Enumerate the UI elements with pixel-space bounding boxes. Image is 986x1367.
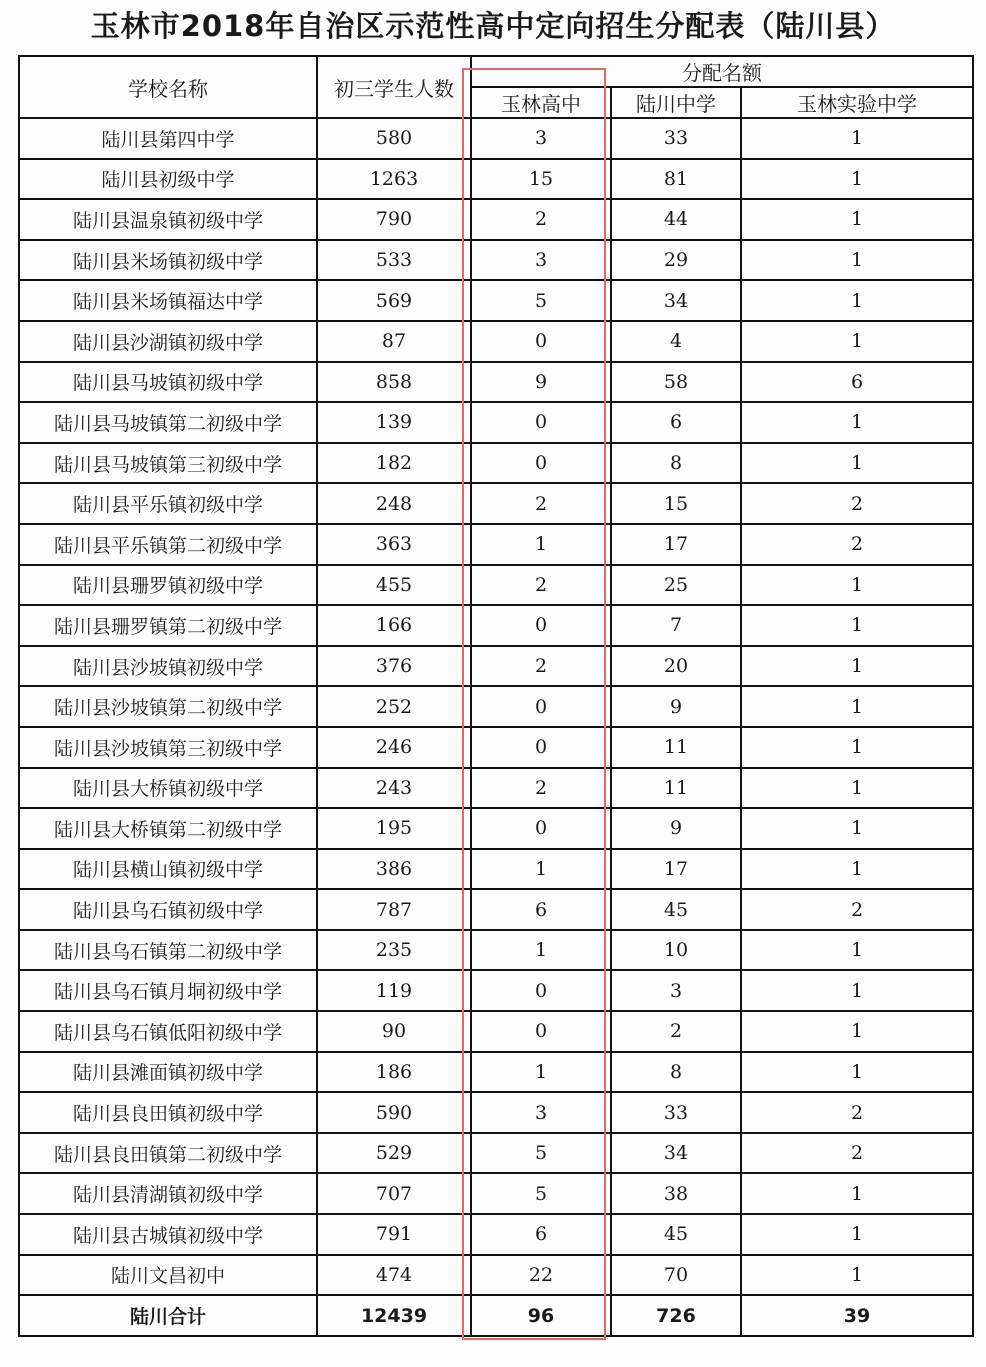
document-title: 玉林市2018年自治区示范性高中定向招生分配表（陆川县）: [90, 9, 896, 43]
students-cell: 139: [317, 402, 471, 443]
yulin-exp-cell: 1: [741, 1052, 973, 1093]
table-row: [19, 1214, 973, 1255]
table-row: [19, 1092, 973, 1133]
yulin-high-cell: 2: [471, 199, 611, 240]
students-cell: 590: [317, 1092, 471, 1133]
school-cell: 陆川县马坡镇第二初级中学: [19, 402, 317, 443]
table-row: [19, 1133, 973, 1174]
total-yulin-exp-cell: 39: [741, 1295, 973, 1336]
luchuan-high-cell: 10: [611, 930, 741, 971]
yulin-exp-cell: 2: [741, 1133, 973, 1174]
school-cell: 陆川县良田镇第二初级中学: [19, 1133, 317, 1174]
luchuan-high-cell: 45: [611, 1214, 741, 1255]
table-row: [19, 240, 973, 281]
luchuan-high-cell: 9: [611, 808, 741, 849]
luchuan-high-cell: 34: [611, 280, 741, 321]
yulin-high-cell: 0: [471, 727, 611, 768]
luchuan-high-cell: 17: [611, 524, 741, 565]
header-luchuan-high: 陆川中学: [611, 87, 741, 118]
luchuan-high-cell: 44: [611, 199, 741, 240]
header-yulin-exp: 玉林实验中学: [741, 87, 973, 118]
students-cell: 246: [317, 727, 471, 768]
yulin-high-cell: 6: [471, 889, 611, 930]
luchuan-high-cell: 45: [611, 889, 741, 930]
table-row: [19, 1173, 973, 1214]
yulin-high-cell: 2: [471, 483, 611, 524]
school-cell: 陆川县初级中学: [19, 159, 317, 200]
school-cell: 陆川县清湖镇初级中学: [19, 1173, 317, 1214]
header-allocation: 分配名额: [471, 56, 973, 87]
yulin-exp-cell: 1: [741, 605, 973, 646]
school-cell: 陆川县大桥镇初级中学: [19, 768, 317, 809]
table-row: [19, 768, 973, 809]
total-row: [19, 1295, 973, 1336]
yulin-exp-cell: 1: [741, 768, 973, 809]
header-school: 学校名称: [19, 56, 317, 118]
luchuan-high-cell: 33: [611, 118, 741, 159]
table-row: [19, 849, 973, 890]
luchuan-high-cell: 11: [611, 768, 741, 809]
yulin-exp-cell: 1: [741, 402, 973, 443]
yulin-high-cell: 0: [471, 1011, 611, 1052]
table-row: [19, 1052, 973, 1093]
students-cell: 186: [317, 1052, 471, 1093]
school-cell: 陆川县珊罗镇第二初级中学: [19, 605, 317, 646]
yulin-exp-cell: 1: [741, 808, 973, 849]
school-cell: 陆川文昌初中: [19, 1255, 317, 1296]
school-cell: 陆川县珊罗镇初级中学: [19, 565, 317, 606]
table-row: [19, 159, 973, 200]
students-cell: 243: [317, 768, 471, 809]
students-cell: 252: [317, 686, 471, 727]
luchuan-high-cell: 7: [611, 605, 741, 646]
luchuan-high-cell: 11: [611, 727, 741, 768]
luchuan-high-cell: 38: [611, 1173, 741, 1214]
school-cell: 陆川县平乐镇初级中学: [19, 483, 317, 524]
table-row: [19, 970, 973, 1011]
school-cell: 陆川县马坡镇第三初级中学: [19, 443, 317, 484]
students-cell: 787: [317, 889, 471, 930]
students-cell: 235: [317, 930, 471, 971]
yulin-high-cell: 0: [471, 605, 611, 646]
table-row: [19, 727, 973, 768]
table-row: [19, 483, 973, 524]
yulin-exp-cell: 2: [741, 1092, 973, 1133]
header-students: 初三学生人数: [317, 56, 471, 118]
luchuan-high-cell: 8: [611, 443, 741, 484]
yulin-high-cell: 3: [471, 118, 611, 159]
students-cell: 195: [317, 808, 471, 849]
yulin-high-cell: 1: [471, 1052, 611, 1093]
table-row: [19, 889, 973, 930]
total-school-cell: 陆川合计: [19, 1295, 317, 1336]
yulin-exp-cell: 2: [741, 524, 973, 565]
yulin-high-cell: 3: [471, 1092, 611, 1133]
yulin-exp-cell: 1: [741, 646, 973, 687]
school-cell: 陆川县沙坡镇初级中学: [19, 646, 317, 687]
yulin-high-cell: 9: [471, 362, 611, 403]
yulin-exp-cell: 2: [741, 889, 973, 930]
table-row: [19, 443, 973, 484]
students-cell: 119: [317, 970, 471, 1011]
students-cell: 182: [317, 443, 471, 484]
yulin-exp-cell: 1: [741, 118, 973, 159]
table-row: [19, 686, 973, 727]
yulin-high-cell: 2: [471, 646, 611, 687]
luchuan-high-cell: 81: [611, 159, 741, 200]
yulin-exp-cell: 1: [741, 930, 973, 971]
header-yulin-high: 玉林高中: [471, 87, 611, 118]
students-cell: 858: [317, 362, 471, 403]
students-cell: 790: [317, 199, 471, 240]
yulin-exp-cell: 1: [741, 686, 973, 727]
students-cell: 791: [317, 1214, 471, 1255]
yulin-exp-cell: 1: [741, 1011, 973, 1052]
luchuan-high-cell: 70: [611, 1255, 741, 1296]
students-cell: 90: [317, 1011, 471, 1052]
students-cell: 569: [317, 280, 471, 321]
table-row: [19, 646, 973, 687]
yulin-exp-cell: 1: [741, 443, 973, 484]
luchuan-high-cell: 33: [611, 1092, 741, 1133]
school-cell: 陆川县古城镇初级中学: [19, 1214, 317, 1255]
table-row: [19, 605, 973, 646]
yulin-high-cell: 0: [471, 443, 611, 484]
table-row: [19, 280, 973, 321]
yulin-high-cell: 0: [471, 808, 611, 849]
students-cell: 580: [317, 118, 471, 159]
luchuan-high-cell: 29: [611, 240, 741, 281]
yulin-high-cell: 22: [471, 1255, 611, 1296]
luchuan-high-cell: 15: [611, 483, 741, 524]
yulin-high-cell: 3: [471, 240, 611, 281]
students-cell: 533: [317, 240, 471, 281]
luchuan-high-cell: 58: [611, 362, 741, 403]
table-row: [19, 565, 973, 606]
luchuan-high-cell: 8: [611, 1052, 741, 1093]
total-yulin-high-cell: 96: [471, 1295, 611, 1336]
students-cell: 707: [317, 1173, 471, 1214]
luchuan-high-cell: 34: [611, 1133, 741, 1174]
table-row: [19, 402, 973, 443]
yulin-high-cell: 1: [471, 524, 611, 565]
luchuan-high-cell: 3: [611, 970, 741, 1011]
table-row: [19, 524, 973, 565]
students-cell: 166: [317, 605, 471, 646]
allocation-table: [18, 55, 974, 1337]
yulin-high-cell: 5: [471, 1173, 611, 1214]
students-cell: 455: [317, 565, 471, 606]
luchuan-high-cell: 2: [611, 1011, 741, 1052]
yulin-high-cell: 1: [471, 849, 611, 890]
yulin-exp-cell: 1: [741, 280, 973, 321]
yulin-exp-cell: 1: [741, 240, 973, 281]
school-cell: 陆川县横山镇初级中学: [19, 849, 317, 890]
students-cell: 87: [317, 321, 471, 362]
yulin-exp-cell: 1: [741, 727, 973, 768]
school-cell: 陆川县沙湖镇初级中学: [19, 321, 317, 362]
yulin-exp-cell: 6: [741, 362, 973, 403]
yulin-high-cell: 0: [471, 970, 611, 1011]
table-row: [19, 321, 973, 362]
students-cell: 248: [317, 483, 471, 524]
yulin-exp-cell: 1: [741, 1173, 973, 1214]
students-cell: 376: [317, 646, 471, 687]
yulin-exp-cell: 1: [741, 199, 973, 240]
table-row: [19, 1011, 973, 1052]
students-cell: 529: [317, 1133, 471, 1174]
table-row: [19, 118, 973, 159]
yulin-high-cell: 6: [471, 1214, 611, 1255]
luchuan-high-cell: 17: [611, 849, 741, 890]
yulin-high-cell: 2: [471, 565, 611, 606]
luchuan-high-cell: 25: [611, 565, 741, 606]
yulin-high-cell: 5: [471, 1133, 611, 1174]
school-cell: 陆川县平乐镇第二初级中学: [19, 524, 317, 565]
school-cell: 陆川县乌石镇低阳初级中学: [19, 1011, 317, 1052]
table-row: [19, 808, 973, 849]
school-cell: 陆川县米场镇福达中学: [19, 280, 317, 321]
students-cell: 1263: [317, 159, 471, 200]
total-luchuan-high-cell: 726: [611, 1295, 741, 1336]
yulin-high-cell: 15: [471, 159, 611, 200]
school-cell: 陆川县沙坡镇第三初级中学: [19, 727, 317, 768]
luchuan-high-cell: 20: [611, 646, 741, 687]
table-row: [19, 930, 973, 971]
yulin-high-cell: 5: [471, 280, 611, 321]
students-cell: 474: [317, 1255, 471, 1296]
school-cell: 陆川县良田镇初级中学: [19, 1092, 317, 1133]
students-cell: 386: [317, 849, 471, 890]
school-cell: 陆川县乌石镇第二初级中学: [19, 930, 317, 971]
yulin-exp-cell: 1: [741, 159, 973, 200]
yulin-exp-cell: 2: [741, 483, 973, 524]
yulin-exp-cell: 1: [741, 321, 973, 362]
yulin-high-cell: 1: [471, 930, 611, 971]
luchuan-high-cell: 6: [611, 402, 741, 443]
school-cell: 陆川县乌石镇初级中学: [19, 889, 317, 930]
school-cell: 陆川县乌石镇月垌初级中学: [19, 970, 317, 1011]
table-row: [19, 199, 973, 240]
school-cell: 陆川县滩面镇初级中学: [19, 1052, 317, 1093]
yulin-exp-cell: 1: [741, 1255, 973, 1296]
yulin-high-cell: 2: [471, 768, 611, 809]
luchuan-high-cell: 4: [611, 321, 741, 362]
yulin-exp-cell: 1: [741, 849, 973, 890]
school-cell: 陆川县温泉镇初级中学: [19, 199, 317, 240]
table-row: [19, 362, 973, 403]
table-row: [19, 1255, 973, 1296]
yulin-high-cell: 0: [471, 402, 611, 443]
yulin-high-cell: 0: [471, 686, 611, 727]
school-cell: 陆川县米场镇初级中学: [19, 240, 317, 281]
school-cell: 陆川县大桥镇第二初级中学: [19, 808, 317, 849]
school-cell: 陆川县第四中学: [19, 118, 317, 159]
yulin-high-cell: 0: [471, 321, 611, 362]
total-students-cell: 12439: [317, 1295, 471, 1336]
school-cell: 陆川县沙坡镇第二初级中学: [19, 686, 317, 727]
students-cell: 363: [317, 524, 471, 565]
luchuan-high-cell: 9: [611, 686, 741, 727]
yulin-exp-cell: 1: [741, 565, 973, 606]
school-cell: 陆川县马坡镇初级中学: [19, 362, 317, 403]
yulin-exp-cell: 1: [741, 970, 973, 1011]
yulin-exp-cell: 1: [741, 1214, 973, 1255]
